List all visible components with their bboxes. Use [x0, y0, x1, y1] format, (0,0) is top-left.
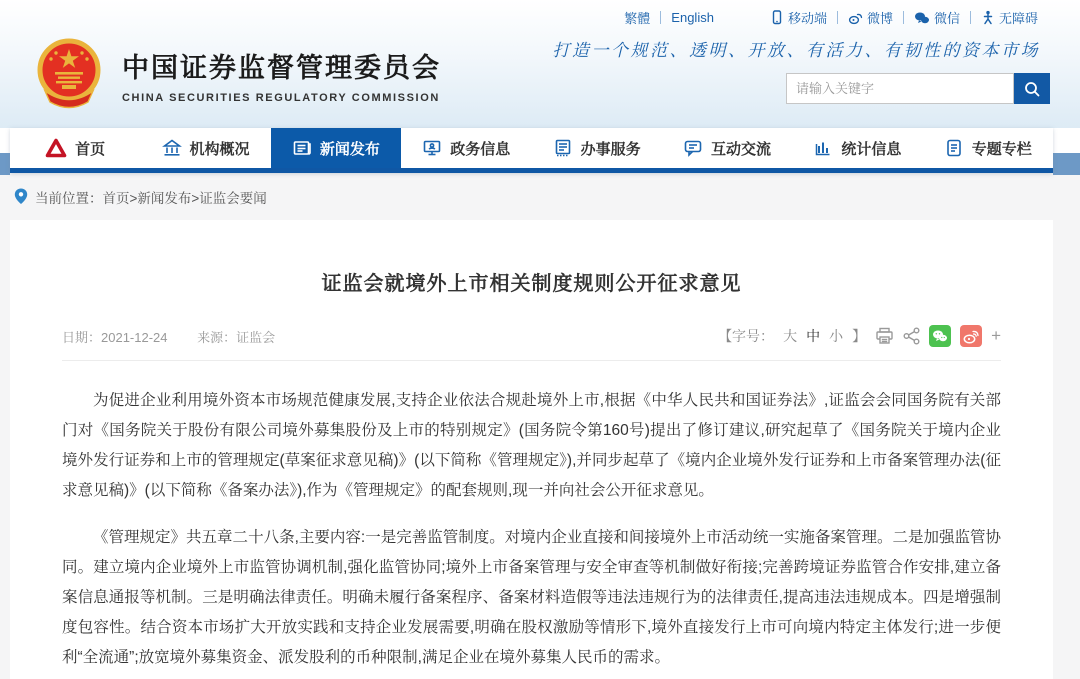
- article-date: 日期：2021-12-24: [62, 329, 168, 345]
- site-logo-and-title[interactable]: [32, 36, 441, 114]
- print-button[interactable]: [875, 327, 894, 345]
- breadcrumb-label: 当前位置：: [35, 190, 103, 206]
- nav-item-news[interactable]: 新闻发布: [271, 128, 401, 168]
- site-search: [786, 73, 1050, 104]
- font-size-label-close: 】: [852, 328, 867, 344]
- article-meta-row: [62, 325, 1001, 361]
- article-source: 来源：证监会: [197, 329, 276, 345]
- brand-text: [122, 46, 441, 104]
- separator: [837, 11, 838, 24]
- separator: [660, 11, 661, 24]
- article-paragraph: 《管理规定》共五章二十八条,主要内容:一是完善监管制度。对境内企业直接和间接境外上市活动统一实施备案管理。二是加强监管协同。建立境内企业境外上市监管协调机制,强化监管协同;境外上市备案管理与安全审查等机制做好衔接;完善跨境证券监管合作安排,建立备案信息通报等机制。三是明确法律责任。明确未履行备案程序、备案材料造假等违法违规行为的法律责任,提高违法违规成本。四是增强制度包容性。结合资本市场扩大开放实践和支持企业发展需要,明确在股权激励等情形下,境外直接发行上市可向境内特定主体发行;进一步便利“全流通”;放宽境外募集资金、派发股利的币种限制,满足企业在境外募集人民币的需求。: [62, 529, 1001, 666]
- main-navigation: [0, 128, 1080, 173]
- nav-item-services[interactable]: 办事服务: [532, 128, 662, 168]
- org-name-en: CHINA SECURITIES REGULATORY COMMISSION: [122, 92, 440, 104]
- weibo-share-icon: [963, 329, 979, 344]
- accessibility-icon: [981, 10, 995, 25]
- font-size-label: 【字号：: [718, 328, 775, 344]
- list-icon: [553, 138, 573, 158]
- article-paragraph: 为促进企业利用境外资本市场规范健康发展,支持企业依法合规赴境外上市,根据《中华人民共和国证券法》,证监会会同国务院有关部门对《国务院关于股份有限公司境外募集股份及上市的特别规定》(国务院令第160号)提出了修订建议,研究起草了《国务院关于境内企业境外发行证券和上市的管理规定(草案征求意见稿)》(以下简称《管理规定》),并同步起草了《境内企业境外发行证券和上市备案管理办法(征求意见稿)》(以下简称《备案办法》),作为《管理规定》的配套规则,现一并向社会公开征求意见。: [62, 392, 1001, 499]
- traditional-chinese-link[interactable]: 繁體: [624, 11, 651, 26]
- nav-bar: [10, 128, 1053, 173]
- nav-item-interaction[interactable]: 互动交流: [662, 128, 792, 168]
- article-body: [62, 386, 1001, 673]
- site-header: [0, 0, 1080, 128]
- weibo-link[interactable]: 微博: [848, 8, 893, 27]
- national-emblem-icon: [32, 36, 106, 114]
- nav-edge-decoration: [1053, 153, 1080, 175]
- weibo-icon: [848, 11, 863, 25]
- document-icon: [944, 138, 964, 158]
- search-icon: [1023, 80, 1041, 98]
- nav-item-topics[interactable]: 专题专栏: [923, 128, 1053, 168]
- bar-chart-icon: [813, 138, 833, 158]
- breadcrumb-path[interactable]: 首页>新闻发布>证监会要闻: [102, 190, 267, 206]
- nav-item-home[interactable]: 首页: [10, 128, 140, 168]
- monitor-icon: [422, 138, 442, 158]
- org-name-cn: 中国证券监督管理委员会: [122, 53, 441, 83]
- nav-item-gov-info[interactable]: 政务信息: [401, 128, 531, 168]
- wechat-link[interactable]: 微信: [914, 8, 960, 27]
- weibo-share-button[interactable]: [960, 325, 982, 347]
- separator: [903, 11, 904, 24]
- english-link[interactable]: English: [671, 10, 714, 25]
- site-slogan: 打造一个规范、透明、开放、有活力、有韧性的资本市场: [552, 41, 1040, 61]
- top-utility-bar: [0, 0, 1080, 27]
- newspaper-icon: [292, 138, 312, 158]
- mobile-link[interactable]: 移动端: [770, 8, 827, 27]
- wechat-icon: [914, 11, 930, 25]
- article-meta-tools: [718, 325, 1001, 347]
- font-size-small-button[interactable]: 小: [829, 328, 844, 344]
- wechat-share-icon: [932, 329, 948, 343]
- more-share-button[interactable]: +: [991, 326, 1001, 345]
- nav-edge-decoration: [0, 153, 10, 175]
- bank-icon: [162, 138, 182, 158]
- wechat-share-button[interactable]: [929, 325, 951, 347]
- article-card: [10, 220, 1053, 679]
- mobile-icon: [770, 10, 784, 25]
- article-meta-left: [62, 327, 301, 346]
- breadcrumb: [0, 173, 1080, 220]
- separator: [970, 11, 971, 24]
- search-button[interactable]: [1014, 73, 1050, 104]
- share-button[interactable]: [903, 327, 920, 345]
- search-input[interactable]: [786, 73, 1014, 104]
- chat-icon: [683, 138, 703, 158]
- nav-item-about[interactable]: 机构概况: [140, 128, 270, 168]
- accessibility-link[interactable]: 无障碍: [981, 8, 1038, 27]
- location-pin-icon: [14, 188, 28, 205]
- font-size-large-button[interactable]: 大: [783, 328, 798, 344]
- share-icon: [903, 327, 920, 345]
- csrc-logo-icon: [45, 138, 67, 158]
- nav-item-statistics[interactable]: 统计信息: [792, 128, 922, 168]
- content-area: [0, 220, 1080, 679]
- printer-icon: [875, 327, 894, 345]
- font-size-medium-button[interactable]: 中: [806, 328, 821, 344]
- article-title: 证监会就境外上市相关制度规则公开征求意见: [321, 273, 742, 295]
